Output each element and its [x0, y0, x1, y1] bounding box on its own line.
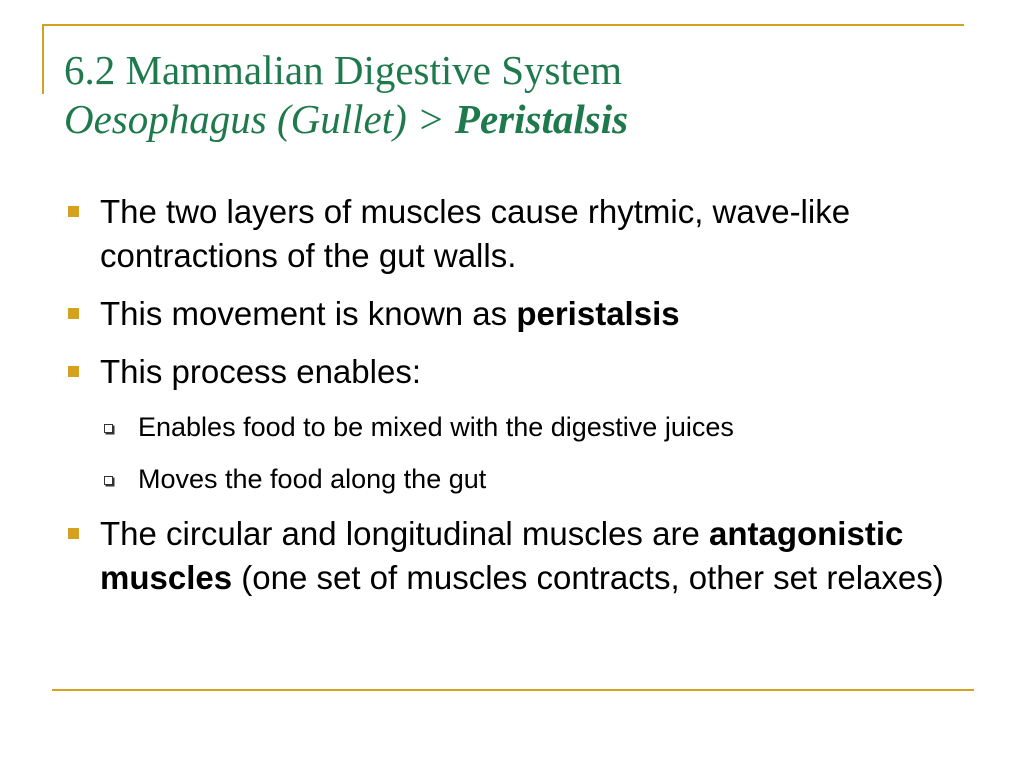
slide-title	[64, 46, 964, 144]
square-bullet-icon	[68, 366, 79, 377]
square-bullet-icon	[68, 528, 79, 539]
title-line-2	[64, 95, 964, 144]
title-line-1: 6.2 Mammalian Digestive System	[64, 47, 622, 93]
sub-bullet-item	[64, 408, 984, 446]
slide-body	[64, 190, 984, 614]
top-rule	[42, 24, 964, 26]
title-topic: Peristalsis	[454, 96, 629, 143]
bullet-bold-term: peristalsis	[516, 295, 680, 332]
checkbox-bullet-icon	[104, 424, 113, 433]
bullet-text: The two layers of muscles cause rhytmic, wave-like contractions of the gut walls.	[100, 193, 851, 274]
bullet-text: The circular and longitudinal muscles are	[100, 515, 709, 552]
sub-bullet-text: Moves the food along the gut	[138, 464, 487, 494]
bullet-item	[64, 190, 984, 278]
bullet-text-tail: (one set of muscles contracts, other set relaxes)	[232, 559, 944, 596]
bullet-text: This process enables:	[100, 353, 421, 390]
title-subject: Oesophagus (Gullet) >	[64, 96, 455, 143]
bullet-bold-term: antagonistic muscles	[100, 515, 904, 596]
bullet-text: This movement is known as	[100, 295, 517, 332]
left-rule	[42, 24, 44, 94]
sub-bullet-item	[64, 460, 984, 498]
checkbox-bullet-icon	[104, 476, 113, 485]
square-bullet-icon	[68, 308, 79, 319]
sub-bullet-text: Enables food to be mixed with the digestive juices	[138, 412, 734, 442]
bullet-item	[64, 350, 984, 394]
bullet-item	[64, 512, 984, 600]
bottom-rule	[52, 689, 974, 691]
bullet-item	[64, 292, 984, 336]
square-bullet-icon	[68, 206, 79, 217]
